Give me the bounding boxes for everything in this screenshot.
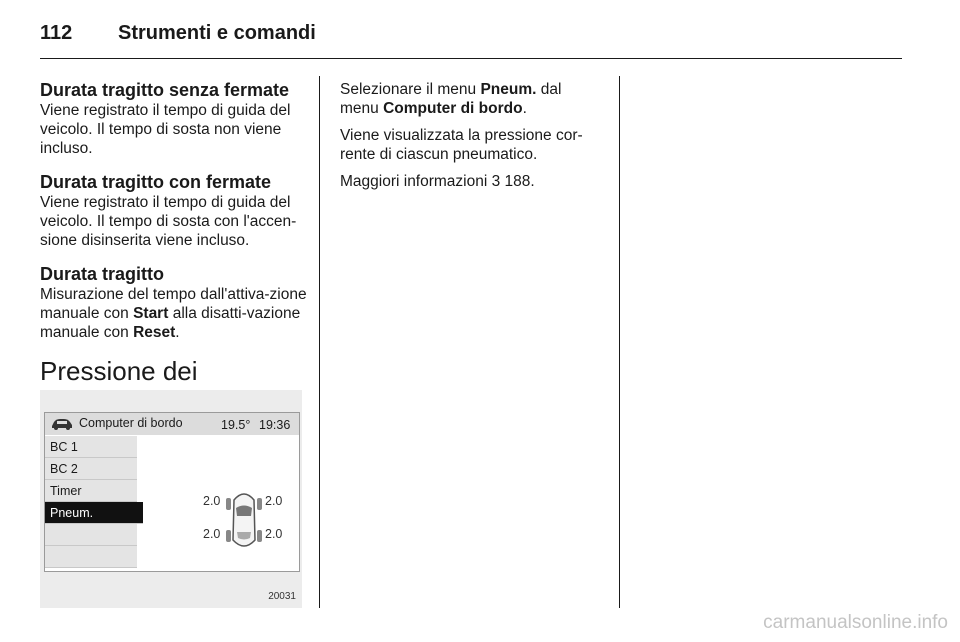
pneum-keyword: Pneum. [480, 81, 537, 98]
section-trip-with-stops [40, 172, 308, 250]
section-text [40, 285, 308, 342]
middle-column [340, 80, 602, 199]
screen-title: Computer di bordo [79, 416, 183, 430]
tire-rear-right: 2.0 [265, 527, 283, 541]
tire-front-right: 2.0 [265, 494, 283, 508]
screen-header [45, 413, 299, 435]
tire-front-left: 2.0 [203, 494, 221, 508]
menu-item-pneum[interactable]: Pneum. [45, 502, 143, 524]
tire-rear-left: 2.0 [203, 527, 221, 541]
instruction-select-menu [340, 80, 602, 118]
clock: 19:36 [259, 418, 291, 432]
left-column [40, 80, 308, 416]
chapter-title: Strumenti e comandi [118, 22, 316, 44]
outside-temperature: 19.5° [221, 418, 251, 432]
reference-arrow-icon: 3 [491, 173, 501, 190]
text-part: Maggiori informazioni [340, 173, 492, 190]
text-part: . [522, 100, 527, 117]
menu-item-empty [45, 524, 137, 546]
menu-item-empty [45, 546, 137, 568]
board-computer-keyword: Computer di bordo [383, 100, 523, 117]
text-part: alla disatti-vazione manuale con [40, 305, 301, 341]
page-header [40, 18, 902, 59]
section-trip-no-stops [40, 80, 308, 158]
reset-keyword: Reset [133, 324, 176, 341]
text-part: . [175, 324, 180, 341]
car-top-view-icon [225, 490, 263, 550]
tire-pressure-heading: Pressione dei [40, 356, 198, 386]
section-text: Viene registrato il tempo di guida del veicolo. Il tempo di sosta con l'accen-sione disinserita viene incluso. [40, 194, 297, 249]
display-illustration [40, 390, 302, 608]
figure-number: 20031 [268, 591, 296, 602]
more-info-reference[interactable] [340, 172, 602, 191]
text-part: Misurazione del tempo dall'attiva-zione manuale con [40, 286, 307, 322]
section-trip-duration [40, 264, 308, 342]
section-text: Viene registrato il tempo di guida del veicolo. Il tempo di sosta non viene incluso. [40, 102, 291, 157]
text-part: Selezionare il menu [340, 81, 481, 98]
column-divider [619, 76, 620, 608]
text-part: dal menu [340, 81, 562, 117]
page-number: 112 [40, 22, 73, 44]
section-title: Durata tragitto con fermate [40, 172, 272, 192]
car-icon [51, 418, 73, 430]
page-reference: 188. [500, 173, 535, 190]
screen-menu [45, 436, 137, 568]
menu-item-bc2[interactable]: BC 2 [45, 458, 137, 480]
watermark: carmanualsonline.info [763, 612, 948, 633]
pressure-description: Viene visualizzata la pressione cor-rente di ciascun pneumatico. [340, 127, 583, 163]
start-keyword: Start [133, 305, 169, 322]
column-divider [319, 76, 320, 608]
display-screen [44, 412, 300, 572]
menu-item-bc1[interactable]: BC 1 [45, 436, 137, 458]
section-title: Durata tragitto [40, 264, 165, 284]
section-title: Durata tragitto senza fermate [40, 80, 290, 100]
menu-item-timer[interactable]: Timer [45, 480, 137, 502]
